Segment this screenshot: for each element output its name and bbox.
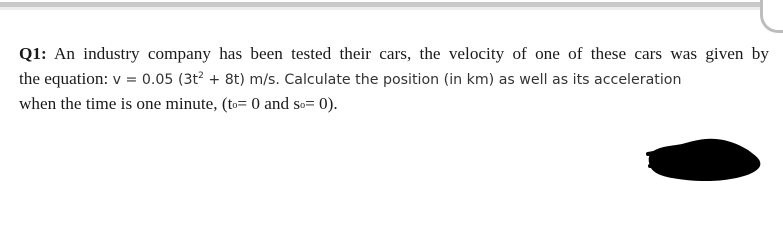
equation-rest: + 8t) m/s.	[203, 71, 280, 88]
question-text	[19, 42, 769, 119]
redaction-mark	[649, 139, 761, 181]
question-line-3-prefix: when the time is one minute, (t	[19, 94, 233, 113]
question-line-2	[19, 67, 769, 93]
top-border-shadow	[0, 7, 783, 10]
question-line-2-suffix: Calculate the position (in km) as well as its acceleration	[279, 71, 682, 88]
equation-v: v = 0.05 (3t	[112, 71, 199, 88]
s-subscript: o	[300, 100, 306, 111]
question-line-3	[19, 92, 769, 119]
t-subscript: o	[232, 100, 238, 111]
velocity-equation	[113, 72, 280, 88]
question-line-3-mid: = 0 and s	[237, 94, 301, 113]
corner-curl	[760, 0, 783, 33]
question-line-3-suffix: = 0).	[305, 94, 338, 113]
question-line-1-text: An industry company has been tested their cars, the velocity of one of these cars was given by	[46, 44, 769, 63]
question-line-2-prefix: the equation:	[19, 68, 113, 88]
question-label: Q1:	[19, 44, 47, 63]
question-line-1	[19, 42, 769, 67]
equation-exponent: 2	[198, 70, 204, 81]
redaction-stroke-1	[648, 149, 690, 166]
